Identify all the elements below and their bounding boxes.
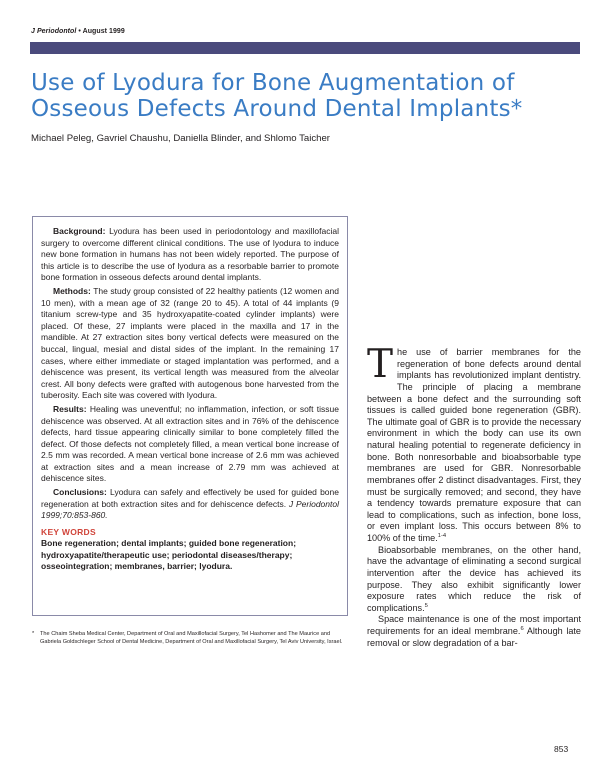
abstract-box xyxy=(32,216,348,616)
body-p2-text: Bioabsorbable membranes, on the other hand, have the advantage of eliminating a second surgical intervention after the device has achieved its purpose. They also exhibit significantly lower exposure rates which reduce the risk of complications. xyxy=(367,544,581,613)
body-column xyxy=(367,342,581,649)
body-p1-text: he use of barrier membranes for the regeneration of bone defects around dental implants has revolutionized implant dentistry. The principle of placing a membrane between a bone defect and the surrounding soft tissues is called guided bone regeneration (GBR). The ultimate goal of GBR is to provide the necessary environment in which the body can use its own natural healing potential to regenerate deficiency in bone. Both nonresorbable and bioabsorbable type membranes are used for GBR. Nonresorbable membranes offer 2 distinct disadvantages. First, they must be surgically removed; and second, they have a tendency towards premature exposure that can lead to complications, such as infection, bone loss, or even implant loss. This occurs between 8% to 100% of the time. xyxy=(367,347,581,543)
body-paragraph-3 xyxy=(367,614,581,649)
abstract-conclusions xyxy=(41,487,339,522)
abstract-methods xyxy=(41,286,339,402)
body-p3-text-continued: Although late removal or slow degradation of a bar- xyxy=(367,626,581,648)
keywords-heading: KEY WORDS xyxy=(41,526,96,537)
methods-label: Methods: xyxy=(53,285,91,296)
body-paragraph-1 xyxy=(367,342,581,545)
running-header xyxy=(31,28,125,35)
footnote-text: The Chaim Sheba Medical Center, Department of Oral and Maxillofacial Surgery, Tel Hashomer and The Maurice and Gabriela Goldschleger School of Dental Medicine, Department of Oral and Maxillofacial Surgery, Tel Aviv University, Israel. xyxy=(40,631,343,645)
body-paragraph-2 xyxy=(367,545,581,615)
results-text: Healing was uneventful; no inflammation, infection, or soft tissue dehiscence was observed. At all extraction sites and in 76% of the dehiscence defects, hard tissue appearing clinically similar to bone completely filled the defect. Of those defects not completely filled, a mean vertical bone increase of 2.5 mm was recorded. A mean vertical bone increase of 2.6 mm was achieved at extraction sites and a mean increase of 2.79 mm was achieved at dehiscence sites. xyxy=(41,403,339,484)
affiliation-footnote xyxy=(32,631,352,647)
abstract-background xyxy=(41,226,339,284)
page-number: 853 xyxy=(554,744,569,754)
reference-marker: 1-4 xyxy=(437,532,447,539)
header-separator: • xyxy=(76,28,83,35)
background-label: Background: xyxy=(53,226,106,236)
drop-cap: T xyxy=(367,342,394,387)
conclusions-label: Conclusions: xyxy=(53,487,107,498)
header-bar xyxy=(30,42,580,54)
reference-marker: 6 xyxy=(520,625,524,632)
article-title: Use of Lyodura for Bone Augmentation of Osseous Defects Around Dental Implants* xyxy=(31,70,523,122)
issue-date: August 1999 xyxy=(82,28,125,35)
citation: J Periodontol 1999;70:853-860. xyxy=(41,498,339,521)
conclusions-text: Lyodura can safely and effectively be used for guided bone regeneration at both extraction sites and for dehiscence defects. xyxy=(41,487,339,509)
journal-name: J Periodontol xyxy=(31,28,77,35)
body-p3-text: Space maintenance is one of the most important requirements for an ideal membrane. xyxy=(367,614,581,636)
reference-marker: 5 xyxy=(424,602,428,609)
methods-text: The study group consisted of 22 healthy patients (12 women and 10 men), with a mean age of 32 (range 20 to 45). A total of 44 implants (9 titanium screw-type and 35 hydroxyapatite-coated cylinder implants) were placed. Of these, 27 implants were placed in the maxilla and 17 in the mandible. At 27 extraction sites bony vertical defects were measured on the buccal, lingual, mesial and distal sides of the implant. In the remaining 17 cases, where either immediate or staged implantation was performed, and a dehiscence was present, its vertical length was measured from the alveolar crest. All bony defects were grafted with autogenous bone harvested from the tuberosity. Each site was covered with lyodura. xyxy=(41,285,339,401)
footnote-mark: * xyxy=(32,631,35,637)
author-list: Michael Peleg, Gavriel Chaushu, Daniella Blinder, and Shlomo Taicher xyxy=(31,133,330,144)
results-label: Results: xyxy=(53,403,87,414)
background-text: Lyodura has been used in periodontology and maxillofacial surgery to overcome different clinical conditions. The use of lyodura to induce new bone formation in humans has not been widely reported. The purpose of this article is to describe the use of lyodura as a resorbable barrier to promote bone formation in osseous defects around dental implants. xyxy=(41,226,339,283)
abstract-results xyxy=(41,404,339,485)
keywords-list: Bone regeneration; dental implants; guided bone regeneration; hydroxyapatite/therapeutic use; periodontal diseases/therapy; osseointegration; membranes, barrier; lyodura. xyxy=(41,538,297,572)
